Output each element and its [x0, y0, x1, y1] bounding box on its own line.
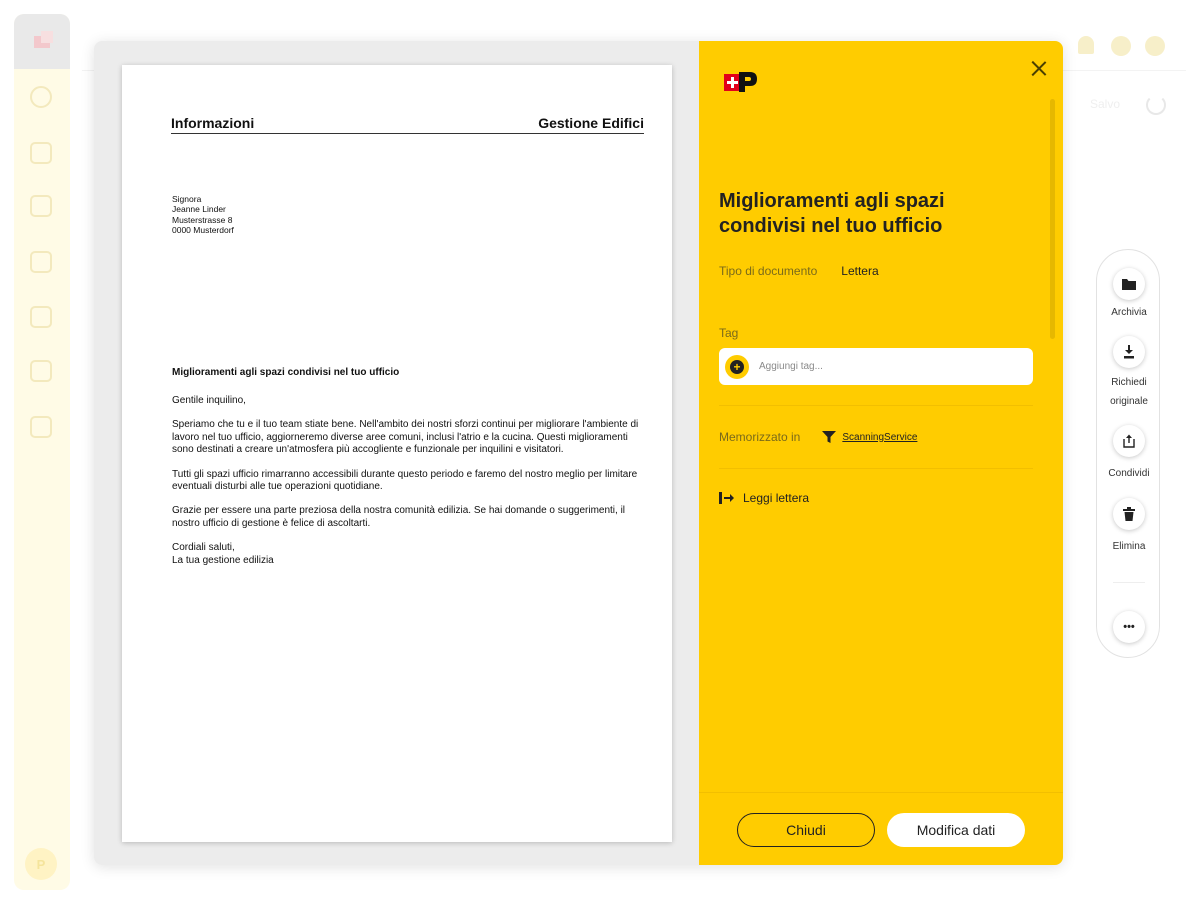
background-bell-icon	[1078, 36, 1094, 54]
trash-icon	[1123, 507, 1135, 521]
background-send-icon	[30, 142, 52, 164]
archive-label: Archivia	[1111, 307, 1147, 318]
rail-divider	[1113, 582, 1145, 583]
letter-paragraph: Tutti gli spazi ufficio rimarranno accessibili durante questo periodo e faremo del nostro meglio per limitare eventuali disturbi alle tue operazioni quotidiane.	[172, 468, 638, 493]
recipient-address	[172, 194, 234, 236]
divider	[719, 468, 1033, 469]
letter-signature: La tua gestione edilizia	[172, 554, 274, 566]
share-icon	[1123, 434, 1135, 448]
letter-body	[172, 395, 647, 567]
read-letter-label: Leggi lettera	[743, 491, 810, 505]
background-box-icon	[30, 306, 52, 328]
close-icon[interactable]	[1029, 59, 1049, 79]
share-button[interactable]	[1113, 425, 1145, 457]
letter-paragraph: Speriamo che tu e il tuo team stiate bene. Nell'ambito dei nostri sforzi continui per migliorare l'ambiente di lavoro nel tuo ufficio, aggiorneremo diverse aree comuni, inclusi l'atrio e la cucina. Questi miglioramenti sono destinati a creare un'atmosfera più accogliente e funzionale per inquilini e visitatori.	[172, 419, 639, 456]
background-monitor-icon	[30, 251, 52, 273]
background-user-icon	[1145, 36, 1165, 56]
background-inbox-icon	[30, 195, 52, 217]
letter-page	[122, 65, 672, 842]
divider	[719, 405, 1033, 406]
stored-in-value: ScanningService	[842, 431, 918, 443]
document-modal	[94, 41, 1063, 865]
archive-button[interactable]	[1113, 268, 1145, 300]
background-help-icon	[1111, 36, 1131, 56]
request-original-label-2: originale	[1110, 396, 1148, 407]
letter-greeting: Gentile inquilino,	[172, 395, 246, 406]
letter-paragraph: Grazie per essere una parte preziosa della nostra comunità edilizia. Se hai domande o suggerimenti, il nostro ufficio di gestione è felice di ascoltarti.	[172, 505, 626, 529]
background-settings-icon	[30, 86, 52, 108]
filter-icon	[822, 431, 836, 443]
post-logo-icon	[724, 70, 760, 94]
archive-icon	[1122, 278, 1136, 290]
edit-data-button[interactable]: Modifica dati	[887, 813, 1025, 847]
footer-divider	[699, 792, 1063, 793]
more-icon[interactable]: •••	[1113, 611, 1145, 643]
background-document-icon	[30, 360, 52, 382]
background-logo-tile	[14, 14, 70, 69]
panel-scrollbar[interactable]	[1050, 99, 1055, 339]
document-type-row	[719, 264, 879, 278]
tag-input[interactable]	[719, 348, 1033, 385]
background-building-icon	[30, 416, 52, 438]
background-save-label: Salvo	[1090, 97, 1121, 111]
read-letter-link[interactable]	[719, 491, 809, 505]
request-original-button[interactable]	[1113, 336, 1145, 368]
document-title: Miglioramenti agli spazi condivisi nel tuo ufficio	[719, 190, 945, 237]
stored-in-link[interactable]	[822, 431, 917, 443]
stored-in-row	[719, 430, 917, 444]
plus-circle-icon[interactable]: +	[725, 355, 749, 379]
tag-label: Tag	[719, 326, 739, 340]
close-button[interactable]: Chiudi	[737, 813, 875, 847]
background-refresh-icon	[1146, 95, 1166, 115]
share-label: Condividi	[1108, 468, 1150, 479]
address-line: Musterstrasse 8	[172, 214, 233, 225]
action-rail	[1096, 249, 1160, 658]
delete-label: Elimina	[1112, 541, 1146, 552]
tag-placeholder: Aggiungi tag...	[759, 361, 823, 372]
download-icon	[1123, 345, 1135, 359]
letter-header-left: Informazioni	[171, 115, 255, 131]
details-panel	[699, 41, 1063, 865]
delete-button[interactable]	[1113, 498, 1145, 530]
letter-header-right: Gestione Edifici	[538, 115, 644, 131]
document-type-value: Lettera	[841, 264, 879, 278]
address-line: Jeanne Linder	[172, 204, 226, 215]
document-type-label: Tipo di documento	[719, 264, 818, 278]
address-line: 0000 Musterdorf	[172, 225, 234, 236]
letter-header	[171, 116, 644, 134]
stored-in-label: Memorizzato in	[719, 430, 801, 444]
letter-subject: Miglioramenti agli spazi condivisi nel tuo ufficio	[172, 367, 400, 378]
request-original-label-1: Richiedi	[1111, 377, 1147, 388]
document-viewer[interactable]	[94, 41, 699, 865]
background-brand-badge: P	[25, 848, 57, 880]
address-line: Signora	[172, 194, 202, 204]
letter-closing: Cordiali saluti,	[172, 542, 235, 554]
enter-icon	[719, 491, 735, 505]
background-post-logo-icon	[27, 27, 57, 57]
